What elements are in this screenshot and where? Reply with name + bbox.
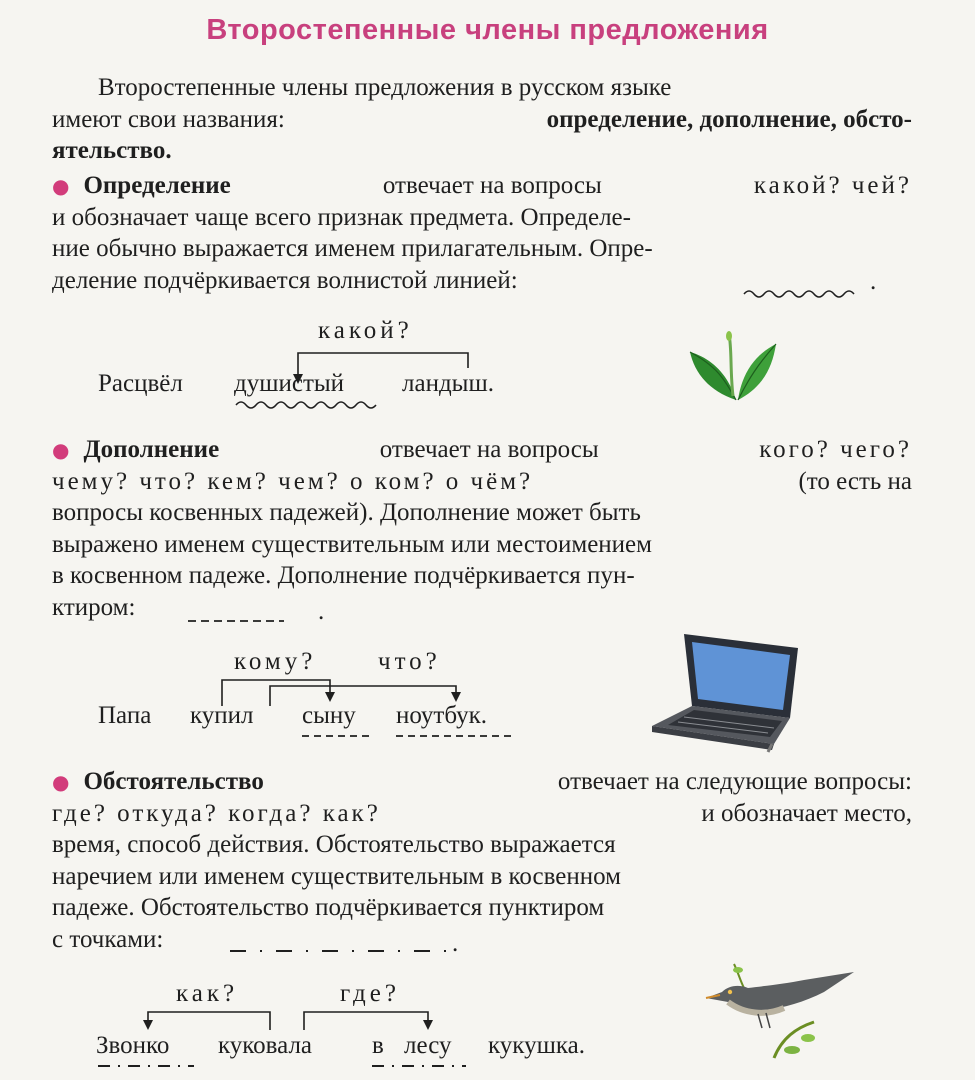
example-word-synu: сыну bbox=[302, 702, 356, 729]
intro-line-1: Второстепенные члены предложения в русском языке bbox=[98, 74, 672, 101]
example-word-v: в bbox=[372, 1032, 384, 1059]
definition-term: Определение bbox=[83, 172, 231, 199]
dash-dot-underline bbox=[96, 1061, 476, 1071]
circumstance-term: Обстоятельство bbox=[83, 768, 264, 795]
dash-dot-underline-sample-icon bbox=[228, 946, 458, 956]
example-word-rascvel: Расцвёл bbox=[98, 370, 183, 397]
circumstance-question-gde: где? bbox=[340, 980, 400, 1007]
definition-question: какой? bbox=[318, 317, 413, 344]
intro-paragraph bbox=[52, 72, 912, 167]
bullet-icon: ● bbox=[52, 770, 70, 794]
lily-of-the-valley-sprout-icon bbox=[686, 330, 786, 410]
cuckoo-bird-icon bbox=[704, 958, 864, 1068]
object-term: Дополнение bbox=[83, 436, 220, 463]
object-paragraph: ● Дополнение отвечает на вопросы кого? чего? чему? что? кем? чем? о ком? о чём? (то есть на вопросы косвенных падежей). Дополнение может быть выражено именем существительным или местоимением в косвенном падеже. Дополнение подчёркивается пун- ктиром: bbox=[52, 436, 912, 621]
example-word-kukovala: куковала bbox=[218, 1032, 313, 1059]
bullet-icon: ● bbox=[52, 174, 70, 198]
intro-line-3: ятельство. bbox=[52, 137, 172, 164]
example-word-kukushka: кукушка. bbox=[488, 1032, 585, 1059]
definition-line-1: ● Определение отвечает на вопросы какой? чей? bbox=[52, 172, 912, 199]
example-word-landysh: ландыш. bbox=[402, 370, 494, 397]
example-word-noutbuk: ноутбук. bbox=[396, 702, 488, 729]
dashed-underline bbox=[300, 731, 540, 741]
object-question-komu: кому? bbox=[234, 648, 317, 675]
wavy-underline bbox=[234, 398, 384, 412]
circumstance-question-kak: как? bbox=[176, 980, 239, 1007]
page-title: Второстепенные члены предложения bbox=[206, 14, 769, 46]
laptop-icon bbox=[648, 626, 808, 756]
example-word-kupil: купил bbox=[190, 702, 254, 729]
intro-line-2: имеют свои названия: определение, дополнение, обсто- bbox=[52, 105, 912, 133]
bullet-icon: ● bbox=[52, 438, 70, 462]
textbook-page: Второстепенные члены предложения Второстепенные члены предложения в русском языке имеют свои названия: определение, дополнение, обсто- ятельство. ● Определение отвечает на вопросы какой? чей? и обозначает чаще всего признак предмета. Определе- ние обычно выражается именем прилагательным. Опре- деление подчёркивается волнистой линией: . какой? Расцвёл душистый ландыш. ● Дополнение отвечает на вопросы кого? чего? чему? что? кем? чем? о ком? о чём? (то есть на вопросы косвенных падежей). Дополнение может быть выражено именем существительным или местоимением в косвенном падеже. Дополнение подчёркивается пун- ктиром: . кому? что? Папа купил сыну ноутбук. ● Обстоятельство отвечает на следующие вопросы: где? откуда? когда? как? и обозначает место, время, способ действия. Обстоятельство выражается наречием или именем существительным в косвенном падеже. Обстоятельство подчёркивается пунктиром с точками: . как? где? Звонко куковала в лесу кукушка. bbox=[0, 0, 975, 1080]
example-word-lesu: лесу bbox=[404, 1032, 452, 1059]
object-question-chto: что? bbox=[378, 648, 441, 675]
dashed-underline-sample-icon bbox=[186, 616, 286, 626]
example-word-papa: Папа bbox=[98, 702, 152, 729]
example-word-dushistyi: душистый bbox=[234, 370, 345, 397]
example-word-zvonko: Звонко bbox=[96, 1032, 170, 1059]
wavy-underline-sample-icon bbox=[742, 286, 862, 300]
definition-paragraph: ● Определение отвечает на вопросы какой? чей? и обозначает чаще всего признак предмета. Определе- ние обычно выражается именем прилагательным. Опре- деление подчёркивается волнистой линией: bbox=[52, 172, 912, 294]
circumstance-paragraph: ● Обстоятельство отвечает на следующие вопросы: где? откуда? когда? как? и обозначает место, время, способ действия. Обстоятельство выражается наречием или именем существительным в косвенном падеже. Обстоятельство подчёркивается пунктиром с точками: bbox=[52, 768, 912, 953]
